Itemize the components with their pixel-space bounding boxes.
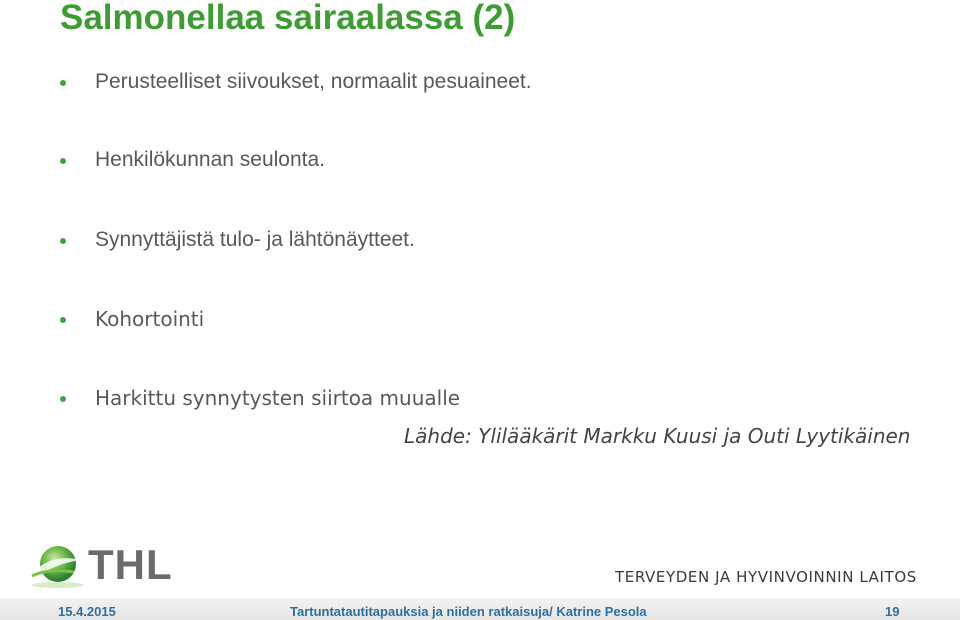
bullet-dot-icon bbox=[60, 238, 66, 244]
footer-bar bbox=[0, 598, 960, 620]
source-citation: Lähde: Ylilääkärit Markku Kuusi ja Outi Lyytikäinen bbox=[404, 424, 911, 448]
bullet-text: Harkittu synnytysten siirtoa muualle bbox=[95, 386, 461, 410]
bullet-text: Henkilökunnan seulonta. bbox=[95, 148, 325, 171]
slide-title: Salmonellaa sairaalassa (2) bbox=[60, 0, 516, 37]
bullet-text: Perusteelliset siivoukset, normaalit pesuaineet. bbox=[95, 70, 532, 93]
bullet-dot-icon bbox=[60, 158, 66, 164]
page-number: 19 bbox=[885, 604, 900, 619]
logo-wordmark: THL bbox=[88, 541, 173, 588]
bullet-text: Kohortointi bbox=[95, 307, 205, 331]
footer-date: 15.4.2015 bbox=[58, 604, 116, 619]
bullet-dot-icon bbox=[60, 80, 66, 86]
institute-name: TERVEYDEN JA HYVINVOINNIN LAITOS bbox=[615, 568, 917, 586]
bullet-dot-icon bbox=[60, 317, 66, 323]
bullet-text: Synnyttäjistä tulo- ja lähtönäytteet. bbox=[95, 228, 415, 251]
bullet-dot-icon bbox=[60, 396, 66, 402]
footer-title: Tartuntatautitapauksia ja niiden ratkaisuja/ Katrine Pesola bbox=[290, 604, 647, 619]
